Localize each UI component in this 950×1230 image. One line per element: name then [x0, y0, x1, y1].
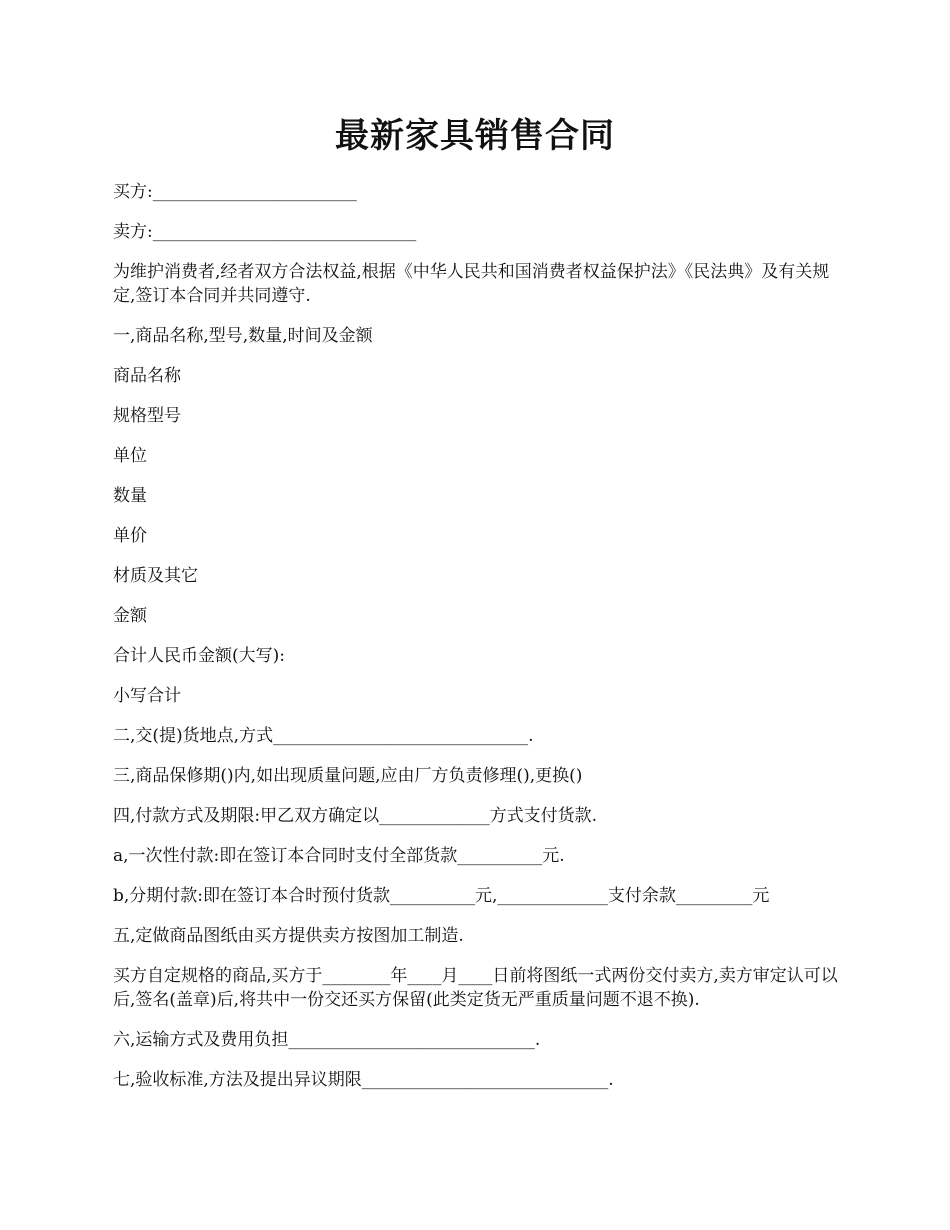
total-uppercase-label: 合计人民币金额(大写): [113, 646, 285, 666]
section-1-heading: 一,商品名称,型号,数量,时间及金额 [113, 326, 373, 346]
section-7-acceptance: 七,验收标准,方法及提出异议期限_____________________________. [113, 1070, 614, 1090]
section-3-warranty: 三,商品保修期()内,如出现质量问题,应由厂方负责修理(),更换() [113, 766, 583, 786]
document-title: 最新家具销售合同 [335, 116, 615, 156]
custom-order-paragraph: 买方自定规格的商品,买方于________年____月____日前将图纸一式两份交付卖方,卖方审定认可以后,签名(盖章)后,将共中一份交还买方保留(此类定货无严重质量问题不退不换). [113, 966, 838, 1010]
preamble-paragraph: 为维护消费者,经者双方合法权益,根据《中华人民共和国消费者权益保护法》《民法典》及有关规定,签订本合同并共同遵守. [113, 262, 830, 306]
buyer-line: 买方:________________________ [113, 182, 357, 202]
section-6-transport: 六,运输方式及费用负担_____________________________. [113, 1030, 541, 1050]
unit-price-label: 单价 [113, 526, 147, 546]
unit-label: 单位 [113, 446, 147, 466]
quantity-label: 数量 [113, 486, 147, 506]
amount-label: 金额 [113, 606, 147, 626]
material-label: 材质及其它 [113, 566, 198, 586]
payment-option-b: b,分期付款:即在签订本合时预付货款__________元,_____________支付余款_________元 [113, 886, 770, 906]
model-label: 规格型号 [113, 406, 181, 426]
section-2-delivery: 二,交(提)货地点,方式______________________________. [113, 726, 534, 746]
item-name-label: 商品名称 [113, 366, 181, 386]
payment-option-a: a,一次性付款:即在签订本合同时支付全部货款__________元. [113, 846, 565, 866]
seller-line: 卖方:_______________________________ [113, 222, 417, 242]
section-4-payment: 四,付款方式及期限:甲乙双方确定以_____________方式支付货款. [113, 806, 598, 826]
total-lowercase-label: 小写合计 [113, 686, 181, 706]
document-body [113, 180, 838, 1108]
section-5-custom-order: 五,定做商品图纸由买方提供卖方按图加工制造. [113, 926, 464, 946]
